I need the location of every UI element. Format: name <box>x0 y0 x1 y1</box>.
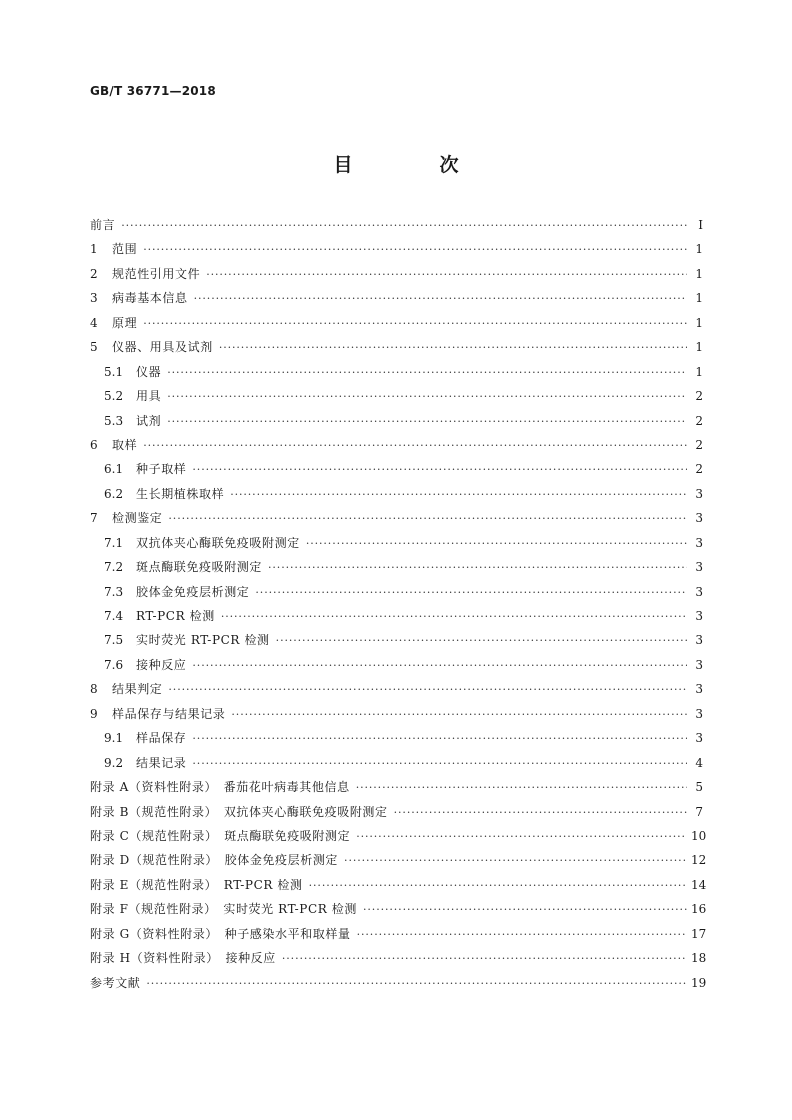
toc-entry-page-number: 3 <box>695 535 703 550</box>
toc-entry-number: 7.3 <box>104 584 124 599</box>
toc-entry-page-number: 3 <box>695 486 703 501</box>
toc-dot-leader <box>192 752 687 776</box>
toc-entry-label: 接种反应 <box>136 657 187 672</box>
toc-entry-label: 检测鉴定 <box>112 511 163 526</box>
toc-entry[interactable] <box>90 335 703 359</box>
toc-dot-leader <box>143 238 687 262</box>
toc-entry-label: 规范性引用文件 <box>112 266 201 281</box>
toc-dot-leader <box>167 361 687 385</box>
toc-entry-label: 范围 <box>112 242 138 257</box>
toc-entry-number: 9 <box>90 706 98 721</box>
toc-entry-number: 5.2 <box>104 389 124 404</box>
toc-entry-page-number: 14 <box>691 877 707 892</box>
toc-entry-number: 5.3 <box>104 413 124 428</box>
toc-entry[interactable] <box>90 360 703 384</box>
toc-entry-label: 样品保存与结果记录 <box>112 706 226 721</box>
toc-entry[interactable] <box>90 922 707 946</box>
toc-entry-page-number: 2 <box>695 389 703 404</box>
toc-entry[interactable] <box>90 286 703 310</box>
toc-entry-number: 6 <box>90 437 98 452</box>
toc-entry-page-number: 1 <box>695 266 703 281</box>
toc-entry-label: 试剂 <box>136 413 162 428</box>
toc-entry-label: 种子取样 <box>136 462 187 477</box>
toc-entry-page-number: 2 <box>695 462 703 477</box>
toc-entry-page-number: 17 <box>691 926 707 941</box>
toc-entry[interactable] <box>90 384 703 408</box>
toc-entry-label: 参考文献 <box>90 975 141 990</box>
toc-entry-page-number: 3 <box>695 633 703 648</box>
toc-entry-label: 实时荧光 RT-PCR 检测 <box>136 633 270 648</box>
toc-entry-label: 样品保存 <box>136 731 187 746</box>
toc-entry[interactable] <box>90 726 703 750</box>
toc-dot-leader <box>344 849 687 873</box>
toc-entry-label: 斑点酶联免疫吸附测定 <box>136 560 263 575</box>
toc-entry-page-number: 4 <box>695 755 703 770</box>
toc-entry-label: 附录 C（规范性附录） 斑点酶联免疫吸附测定 <box>90 828 351 843</box>
toc-entry-page-number: 3 <box>695 560 703 575</box>
toc-dot-leader <box>194 287 687 311</box>
toc-entry-page-number: 1 <box>695 315 703 330</box>
toc-entry-number: 6.1 <box>104 462 124 477</box>
toc-dot-leader <box>221 605 687 629</box>
toc-dot-leader <box>219 336 687 360</box>
toc-entry-page-number: 16 <box>691 902 707 917</box>
toc-dot-leader <box>357 923 687 947</box>
toc-entry[interactable] <box>90 213 703 237</box>
table-of-contents <box>90 213 707 995</box>
toc-entry-number: 7 <box>90 511 98 526</box>
toc-entry[interactable] <box>90 506 703 530</box>
toc-entry-number: 5.1 <box>104 364 124 379</box>
toc-entry-number: 9.1 <box>104 731 124 746</box>
toc-entry-label: 仪器 <box>136 364 162 379</box>
toc-entry-label: 胶体金免疫层析测定 <box>136 584 250 599</box>
toc-entry[interactable] <box>90 702 703 726</box>
toc-entry[interactable] <box>90 311 703 335</box>
toc-entry[interactable] <box>90 848 707 872</box>
toc-dot-leader <box>192 727 687 751</box>
toc-dot-leader <box>282 947 687 971</box>
toc-entry-label: 结果记录 <box>136 755 187 770</box>
toc-entry-label: 附录 F（规范性附录） 实时荧光 RT-PCR 检测 <box>90 902 357 917</box>
toc-entry-number: 7.4 <box>104 609 124 623</box>
toc-dot-leader <box>230 483 687 507</box>
toc-entry-page-number: 10 <box>691 828 707 843</box>
toc-entry-page-number: 1 <box>695 291 703 306</box>
toc-dot-leader <box>231 703 687 727</box>
toc-entry-number: 4 <box>90 315 98 330</box>
toc-entry-label: 附录 E（规范性附录） RT-PCR 检测 <box>90 877 303 892</box>
toc-entry-number: 8 <box>90 682 98 697</box>
toc-entry-label: 附录 G（资料性附录） 种子感染水平和取样量 <box>90 926 351 941</box>
toc-entry-number: 1 <box>90 242 98 257</box>
toc-dot-leader <box>167 385 687 409</box>
toc-entry-page-number: 2 <box>695 437 703 452</box>
toc-entry-page-number: I <box>698 218 703 232</box>
toc-entry-page-number: 7 <box>695 804 703 819</box>
toc-entry-label: 原理 <box>112 315 138 330</box>
toc-dot-leader <box>268 556 687 580</box>
toc-entry-page-number: 3 <box>695 706 703 721</box>
toc-dot-leader <box>356 825 687 849</box>
toc-entry-label: 生长期植株取样 <box>136 486 225 501</box>
toc-dot-leader <box>356 776 687 800</box>
toc-entry-label: 病毒基本信息 <box>112 291 188 306</box>
toc-dot-leader <box>168 678 687 702</box>
toc-entry[interactable] <box>90 433 703 457</box>
toc-entry-number: 7.5 <box>104 633 124 648</box>
toc-entry-label: 仪器、用具及试剂 <box>112 340 213 355</box>
toc-entry-label: 附录 B（规范性附录） 双抗体夹心酶联免疫吸附测定 <box>90 804 388 819</box>
toc-entry-page-number: 3 <box>695 682 703 697</box>
toc-dot-leader <box>394 801 687 825</box>
toc-entry-page-number: 1 <box>695 340 703 355</box>
toc-entry-number: 7.1 <box>104 535 124 550</box>
toc-entry[interactable] <box>90 580 703 604</box>
toc-entry-page-number: 1 <box>695 242 703 257</box>
toc-entry[interactable] <box>90 628 703 652</box>
toc-dot-leader <box>255 581 687 605</box>
toc-dot-leader <box>143 312 687 336</box>
toc-dot-leader <box>363 898 687 922</box>
toc-entry-label: 结果判定 <box>112 682 163 697</box>
toc-entry-number: 5 <box>90 340 98 355</box>
toc-dot-leader <box>168 507 687 531</box>
toc-entry-page-number: 12 <box>691 853 707 868</box>
toc-dot-leader <box>121 214 687 238</box>
toc-entry[interactable] <box>90 604 703 628</box>
toc-entry-page-number: 2 <box>695 413 703 428</box>
toc-dot-leader <box>143 434 687 458</box>
toc-entry[interactable] <box>90 775 703 799</box>
toc-entry-number: 2 <box>90 266 98 281</box>
toc-entry-page-number: 1 <box>695 364 703 379</box>
toc-entry-label: 附录 H（资料性附录） 接种反应 <box>90 951 276 966</box>
toc-entry[interactable] <box>90 897 707 921</box>
toc-entry[interactable] <box>90 409 703 433</box>
toc-entry[interactable] <box>90 457 703 481</box>
toc-entry-label: 用具 <box>136 389 162 404</box>
toc-entry-label: RT-PCR 检测 <box>136 609 215 623</box>
toc-dot-leader <box>306 532 687 556</box>
toc-entry-page-number: 19 <box>691 975 707 990</box>
toc-entry[interactable] <box>90 824 707 848</box>
toc-entry[interactable] <box>90 555 703 579</box>
toc-entry[interactable] <box>90 531 703 555</box>
toc-entry[interactable] <box>90 262 703 286</box>
toc-entry-number: 9.2 <box>104 755 124 770</box>
toc-entry[interactable] <box>90 482 703 506</box>
toc-entry-label: 取样 <box>112 437 138 452</box>
page-title: 目 次 <box>333 154 493 176</box>
toc-entry-label: 附录 A（资料性附录） 番茄花叶病毒其他信息 <box>90 780 350 795</box>
toc-entry-page-number: 3 <box>695 609 703 623</box>
toc-entry-number: 7.2 <box>104 560 124 575</box>
toc-dot-leader <box>309 874 687 898</box>
toc-entry-page-number: 18 <box>691 951 707 966</box>
toc-entry-page-number: 3 <box>695 511 703 526</box>
toc-entry-label: 附录 D（规范性附录） 胶体金免疫层析测定 <box>90 853 339 868</box>
toc-entry-page-number: 5 <box>695 780 703 795</box>
toc-entry[interactable] <box>90 237 703 261</box>
toc-entry[interactable] <box>90 653 703 677</box>
standard-code: GB/T 36771—2018 <box>90 84 216 98</box>
toc-dot-leader <box>146 972 687 996</box>
toc-entry[interactable] <box>90 946 707 970</box>
toc-dot-leader <box>192 654 687 678</box>
toc-entry[interactable] <box>90 971 707 995</box>
toc-entry-number: 6.2 <box>104 486 124 501</box>
toc-dot-leader <box>206 263 687 287</box>
toc-entry[interactable] <box>90 873 707 897</box>
toc-entry[interactable] <box>90 751 703 775</box>
toc-entry-label: 双抗体夹心酶联免疫吸附测定 <box>136 535 300 550</box>
toc-dot-leader <box>276 629 687 653</box>
toc-entry[interactable] <box>90 677 703 701</box>
toc-entry-page-number: 3 <box>695 731 703 746</box>
toc-entry-page-number: 3 <box>695 584 703 599</box>
toc-entry-number: 3 <box>90 291 98 306</box>
toc-entry-number: 7.6 <box>104 657 124 672</box>
toc-dot-leader <box>192 458 687 482</box>
toc-entry[interactable] <box>90 800 703 824</box>
toc-entry-label: 前言 <box>90 218 116 232</box>
toc-entry-page-number: 3 <box>695 657 703 672</box>
toc-dot-leader <box>167 410 687 434</box>
